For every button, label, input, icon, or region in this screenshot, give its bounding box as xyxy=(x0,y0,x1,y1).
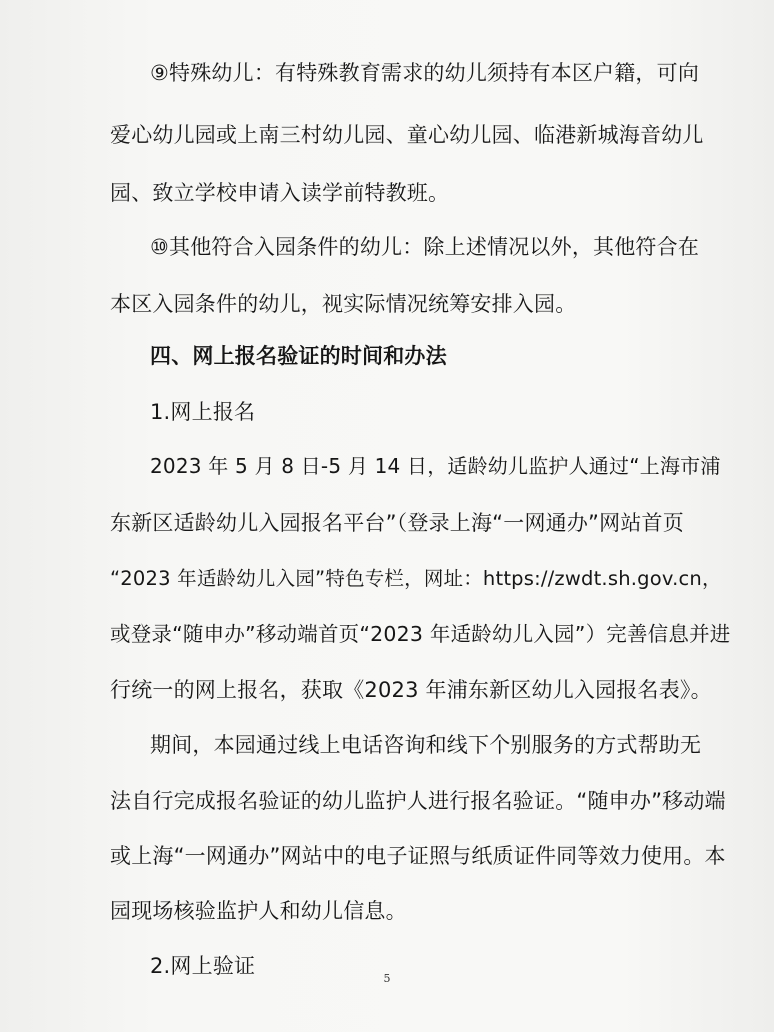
other-children-line-2: 本区入园条件的幼儿，视实际情况统筹安排入园。 xyxy=(110,292,577,316)
registration-line-5: 行统一的网上报名，获取《2023 年浦东新区幼儿入园报名表》。 xyxy=(110,678,712,702)
assist-line-3: 或上海“一网通办”网站中的电子证照与纸质证件同等效力使用。本 xyxy=(110,844,726,868)
other-children-line-1: ⑩其他符合入园条件的幼儿：除上述情况以外，其他符合在 xyxy=(150,235,700,259)
assist-line-1: 期间，本园通过线上电话咨询和线下个别服务的方式帮助无 xyxy=(150,733,702,757)
special-children-line-3: 园、致立学校申请入读学前特教班。 xyxy=(110,181,450,205)
assist-line-4: 园现场核验监护人和幼儿信息。 xyxy=(110,899,407,923)
registration-line-2: 东新区适龄幼儿入园报名平台”（登录上海“一网通办”网站首页 xyxy=(110,511,684,535)
registration-line-4: 或登录“随申办”移动端首页“2023 年适龄幼儿入园”）完善信息并进 xyxy=(110,622,731,646)
section-heading: 四、网上报名验证的时间和办法 xyxy=(150,344,447,368)
registration-line-1: 2023 年 5 月 8 日-5 月 14 日，适龄幼儿监护人通过“上海市浦 xyxy=(150,454,721,478)
page-number: 5 xyxy=(383,972,391,985)
registration-line-3: “2023 年适龄幼儿入园”特色专栏，网址：https://zwdt.sh.gov.cn， xyxy=(110,567,722,590)
special-children-line-1: ⑨特殊幼儿：有特殊教育需求的幼儿须持有本区户籍，可向 xyxy=(150,61,700,85)
subheading-online-registration: 1.网上报名 xyxy=(150,400,256,424)
assist-line-2: 法自行完成报名验证的幼儿监护人进行报名验证。“随申办”移动端 xyxy=(110,789,726,813)
special-children-line-2: 爱心幼儿园或上南三村幼儿园、童心幼儿园、临港新城海音幼儿 xyxy=(110,123,704,147)
subheading-online-verification: 2.网上验证 xyxy=(150,954,256,978)
